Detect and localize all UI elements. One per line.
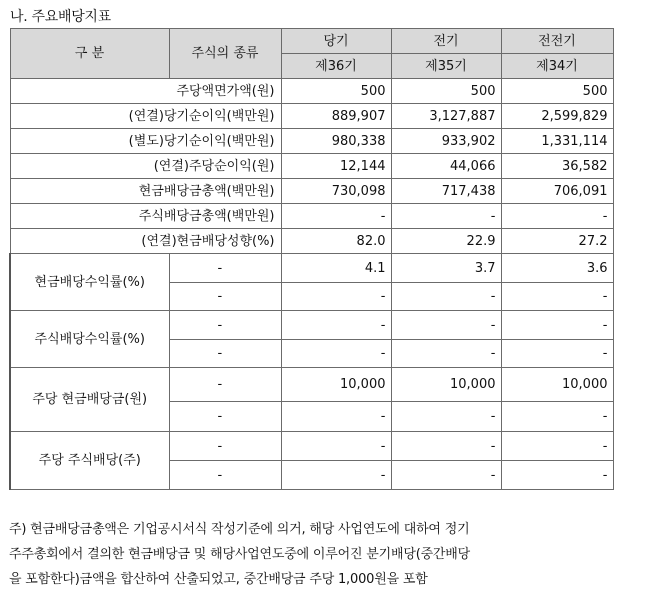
cell-value: 933,902 [391, 129, 501, 154]
cell-value: - [501, 340, 613, 368]
table-row [10, 254, 613, 283]
group-label: 주당 현금배당금(원) [10, 368, 169, 432]
table-row [10, 154, 613, 179]
table-row [10, 311, 613, 340]
cell-value: - [501, 432, 613, 461]
table-row [10, 368, 613, 402]
cell-value: 44,066 [391, 154, 501, 179]
cell-value: 10,000 [391, 368, 501, 402]
row-label: 현금배당금총액(백만원) [10, 179, 281, 204]
header-category: 구 분 [10, 29, 169, 79]
header-period-previous: 전기 [391, 29, 501, 54]
stock-type-cell: - [169, 402, 281, 432]
cell-value: - [281, 311, 391, 340]
cell-value: - [391, 402, 501, 432]
cell-value: 27.2 [501, 229, 613, 254]
cell-value: 12,144 [281, 154, 391, 179]
cell-value: 717,438 [391, 179, 501, 204]
table-row [10, 79, 613, 104]
cell-value: 500 [391, 79, 501, 104]
cell-value: 3.6 [501, 254, 613, 283]
cell-value: - [391, 340, 501, 368]
table-row [10, 229, 613, 254]
cell-value: 36,582 [501, 154, 613, 179]
row-label: (연결)당기순이익(백만원) [10, 104, 281, 129]
cell-value: 500 [281, 79, 391, 104]
stock-type-cell: - [169, 340, 281, 368]
cell-value: 500 [501, 79, 613, 104]
cell-value: - [501, 283, 613, 311]
cell-value: - [391, 283, 501, 311]
group-label: 주당 주식배당(주) [10, 432, 169, 490]
header-term-current: 제36기 [281, 54, 391, 79]
header-period-before-previous: 전전기 [501, 29, 613, 54]
cell-value: 22.9 [391, 229, 501, 254]
stock-type-cell: - [169, 432, 281, 461]
stock-type-cell: - [169, 368, 281, 402]
cell-value: - [391, 311, 501, 340]
cell-value: 3.7 [391, 254, 501, 283]
row-label: 주식배당금총액(백만원) [10, 204, 281, 229]
table-row [10, 179, 613, 204]
cell-value: - [281, 432, 391, 461]
cell-value: - [391, 461, 501, 490]
header-term-previous: 제35기 [391, 54, 501, 79]
cell-value: - [501, 461, 613, 490]
stock-type-cell: - [169, 283, 281, 311]
dividend-indicators-table [9, 28, 614, 490]
cell-value: 10,000 [501, 368, 613, 402]
row-label: 주당액면가액(원) [10, 79, 281, 104]
cell-value: 4.1 [281, 254, 391, 283]
footnote [9, 517, 621, 592]
cell-value: 706,091 [501, 179, 613, 204]
header-term-before-previous: 제34기 [501, 54, 613, 79]
cell-value: 980,338 [281, 129, 391, 154]
cell-value: 3,127,887 [391, 104, 501, 129]
cell-value: - [391, 432, 501, 461]
cell-value: 10,000 [281, 368, 391, 402]
cell-value: 730,098 [281, 179, 391, 204]
cell-value: - [281, 402, 391, 432]
header-period-current: 당기 [281, 29, 391, 54]
cell-value: - [281, 283, 391, 311]
footnote-line: 주) 현금배당금총액은 기업공시서식 작성기준에 의거, 해당 사업연도에 대하여 정기 [9, 522, 470, 537]
row-label: (별도)당기순이익(백만원) [10, 129, 281, 154]
group-label: 주식배당수익률(%) [10, 311, 169, 368]
stock-type-cell: - [169, 311, 281, 340]
stock-type-cell: - [169, 254, 281, 283]
cell-value: - [281, 340, 391, 368]
footnote-line: 을 포함한다)금액을 합산하여 산출되었고, 중간배당금 주당 1,000원을 포함 [9, 572, 428, 587]
table-row [10, 204, 613, 229]
cell-value: 1,331,114 [501, 129, 613, 154]
cell-value: - [501, 402, 613, 432]
table-row [10, 432, 613, 461]
cell-value: - [501, 311, 613, 340]
cell-value: - [391, 204, 501, 229]
cell-value: 82.0 [281, 229, 391, 254]
cell-value: 889,907 [281, 104, 391, 129]
header-row-1 [10, 29, 613, 54]
row-label: (연결)현금배당성향(%) [10, 229, 281, 254]
table-row [10, 104, 613, 129]
table-row [10, 129, 613, 154]
cell-value: 2,599,829 [501, 104, 613, 129]
cell-value: - [281, 204, 391, 229]
group-label: 현금배당수익률(%) [10, 254, 169, 311]
cell-value: - [501, 204, 613, 229]
row-label: (연결)주당순이익(원) [10, 154, 281, 179]
cell-value: - [281, 461, 391, 490]
footnote-line: 주주총회에서 결의한 현금배당금 및 해당사업연도중에 이루어진 분기배당(중간배당 [9, 547, 470, 562]
section-title: 나. 주요배당지표 [10, 9, 111, 25]
header-stock-type: 주식의 종류 [169, 29, 281, 79]
stock-type-cell: - [169, 461, 281, 490]
